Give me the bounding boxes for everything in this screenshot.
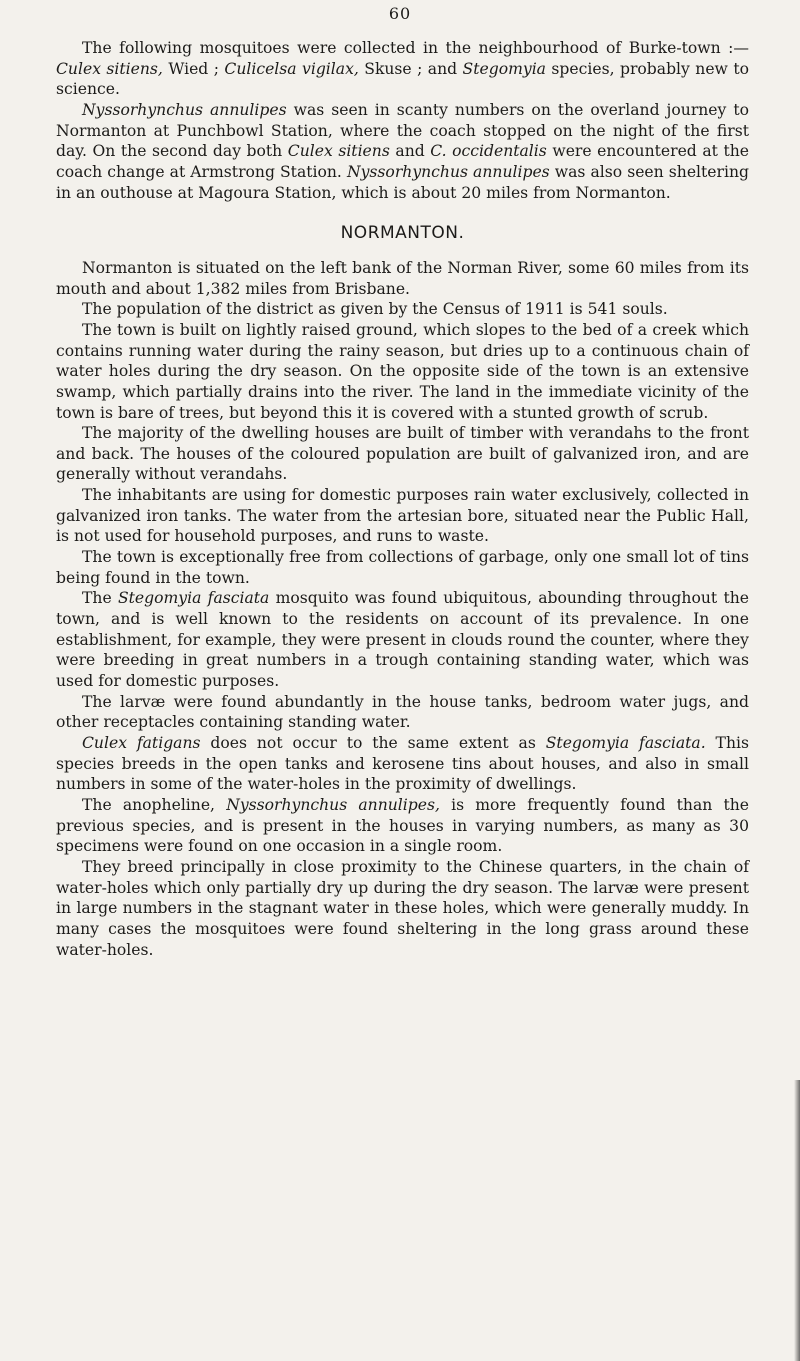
paragraph-anopheline: [56, 795, 749, 857]
text: The anopheline,: [82, 795, 227, 814]
text: This species breeds in the open tanks and kerosene tins about houses, and also in small numbers in some of the water-holes in the proximity of dwellings.: [56, 734, 749, 794]
species-name: Nyssorhynchus annulipes: [346, 162, 550, 181]
paragraph-culex-fatigans: [56, 733, 749, 795]
paragraph-location: Normanton is situated on the left bank of the Norman River, some 60 miles from its mouth and about 1,382 miles from Brisbane.: [56, 258, 749, 298]
text: was also seen sheltering in an outhouse at Magoura Station, which is about 20 miles from Normanton.: [56, 162, 749, 202]
text: does not occur to the same extent as: [200, 734, 546, 752]
text: is more frequently found than the previous species, and is present in the houses in varying numbers, as many as 30 specimens were found on one occasion in a single room.: [56, 795, 749, 856]
paragraph-collected-mosquitoes: [56, 38, 749, 100]
text: The following mosquitoes were collected in the neighbourhood of Burke-town :—: [82, 39, 749, 57]
species-name: Nyssorhynchus annulipes,: [226, 795, 440, 814]
page-number: 60: [388, 4, 412, 23]
text: mosquito was found ubiquitous, abounding throughout the town, and is well known to the residents on account of its prevalence. In one establishment, for example, they were present in clouds round the counter, where they were breeding in great numbers in a trough containing standing water, which was used for domestic purposes.: [56, 589, 749, 691]
text: and: [389, 142, 431, 161]
section-heading: NORMANTON.: [340, 223, 465, 244]
species-name: Stegomyia: [462, 59, 546, 78]
paragraph-garbage: The town is exceptionally free from collections of garbage, only one small lot of tins being found in the town.: [56, 548, 749, 587]
text: Skuse ; and: [358, 59, 463, 78]
species-name: Stegomyia fasciata.: [545, 734, 706, 752]
species-name: C. occidentalis: [430, 142, 547, 161]
paragraph-overland-journey: [56, 100, 749, 203]
species-name: Culex sitiens,: [56, 59, 163, 78]
page-body: [56, 38, 749, 960]
paragraph-population: The population of the district as given by the Census of 1911 is 541 souls.: [82, 300, 668, 319]
text: were encountered at the coach change at Armstrong Station.: [56, 142, 749, 181]
species-name: Culex sitiens: [287, 142, 390, 161]
paragraph-dwellings: The majority of the dwelling houses are built of timber with verandahs to the front and back. The houses of the coloured population are built of galvanized iron, and are generally without verandahs.: [56, 424, 749, 484]
species-name: Nyssorhynchus annulipes: [82, 100, 287, 119]
paragraph-water-supply: The inhabitants are using for domestic purposes rain water exclusively, collected in galvanized iron tanks. The water from the artesian bore, situated near the Public Hall, is not used for household purposes, and runs to waste.: [56, 486, 749, 546]
species-name: Culex fatigans: [82, 734, 201, 752]
text: Wied ;: [162, 59, 225, 78]
paragraph-larvae: The larvæ were found abundantly in the house tanks, bedroom water jugs, and other receptacles containing standing water.: [56, 692, 749, 732]
paragraph-stegomyia: [56, 588, 749, 691]
text: The: [82, 589, 118, 608]
species-name: Stegomyia fasciata: [117, 589, 270, 608]
page-edge-shadow: [794, 1080, 800, 1361]
paragraph-terrain: The town is built on lightly raised ground, which slopes to the bed of a creek which contains running water during the rainy season, but dries up to a continuous chain of water holes during the dry season. On the opposite side of the town is an extensive swamp, which partially drains into the river. The land in the immediate vicinity of the town is bare of trees, but beyond this it is covered with a stunted growth of scrub.: [56, 320, 749, 422]
species-name: Culicelsa vigilax,: [224, 59, 359, 78]
text: was seen in scanty numbers on the overland journey to Normanton at Punchbowl Station, where the coach stopped on the night of the first day. On the second day both: [56, 100, 749, 161]
paragraph-breeding: They breed principally in close proximity to the Chinese quarters, in the chain of water-holes which only partially dry up during the dry season. The larvæ were present in large numbers in the stagnant water in these holes, which were generally muddy. In many cases the mosquitoes were found sheltering in the long grass around these water-holes.: [56, 857, 749, 959]
text: species, probably new to science.: [56, 59, 749, 99]
